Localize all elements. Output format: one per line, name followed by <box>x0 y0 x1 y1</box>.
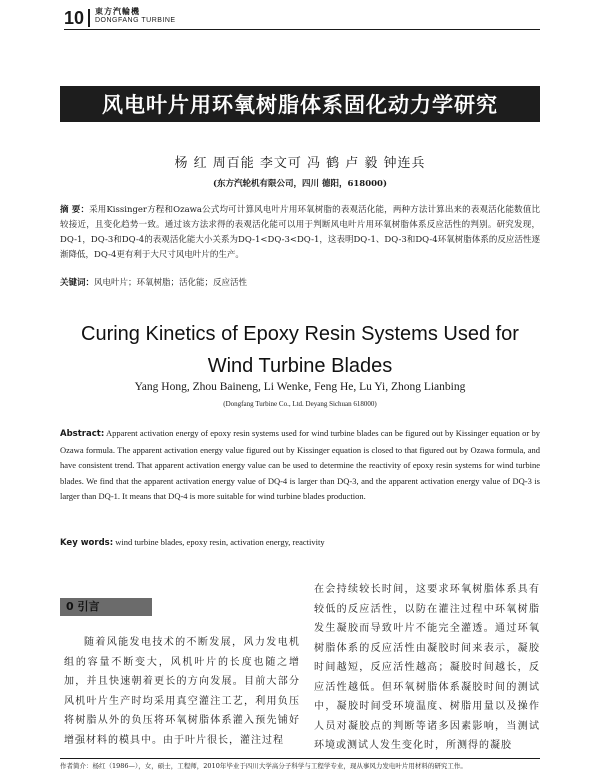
footnote-rule <box>60 758 540 759</box>
affiliation-en: (Dongfang Turbine Co., Ltd. Deyang Sichuan 618000) <box>223 400 377 408</box>
body-right-column: 在会持续较长时间，这要求环氧树脂体系具有较低的反应活性，以防在灌注过程中环氧树脂发生凝胶而导致叶片不能完全灌透。通过环氧树脂体系的反应活性由凝胶时间来表示，凝胶时间越短，反应活性越高；凝胶时间越长，反应活性越低。但环氧树脂体系凝胶时间的测试中，凝胶时间受环境温度、树脂用量以及操作人员对凝胶点的判断等诸多因素影响，当测试环境或测试人发生变化时，所测得的凝胶 <box>314 584 540 751</box>
keywords-en-label: Key words: <box>60 538 114 548</box>
authors-cn: 杨 红 周百能 李文可 冯 鹤 卢 毅 钟连兵 <box>174 156 426 171</box>
keywords-en <box>60 535 540 551</box>
keywords-cn-label: 关键词： <box>60 278 95 288</box>
page-number: 10 <box>64 8 85 28</box>
header-rule <box>64 29 540 30</box>
title-cn: 风电叶片用环氧树脂体系固化动力学研究 <box>60 86 540 122</box>
title-en: Curing Kinetics of Epoxy Resin Systems Used for Wind Turbine Blades <box>81 323 519 377</box>
author-footnote: 作者简介：杨红（1986—），女，硕士，工程师，2010年毕业于四川大学高分子科学与工程学专业，现从事风力发电叶片用材料的研究工作。 <box>60 762 467 770</box>
body-left-column: 随着风能发电技术的不断发展，风力发电机组的容量不断变大，风机叶片的长度也随之增加，并且快速朝着更长的方向发展。目前大部分风机叶片生产时均采用真空灌注工艺，利用负压将树脂从外的负压将环氧树脂体系灌入预先铺好增强材料的模具中。由于叶片很长，灌注过程 <box>64 637 300 746</box>
authors-en: Yang Hong, Zhou Baineng, Li Wenke, Feng He, Lu Yi, Zhong Lianbing <box>134 381 466 393</box>
keywords-en-text: wind turbine blades, epoxy resin, activation energy, reactivity <box>115 537 325 547</box>
affiliation-cn: (东方汽轮机有限公司，四川 德阳，618000) <box>213 179 387 189</box>
keywords-cn-text: 风电叶片；环氧树脂；活化能；反应活性 <box>94 278 248 288</box>
abstract-cn-label: 摘 要： <box>60 205 90 215</box>
section-heading-introduction: 0 引言 <box>60 598 152 616</box>
abstract-en <box>60 426 540 505</box>
journal-name-cn: 東方汽輪機 <box>95 6 140 16</box>
header-vertical-rule <box>88 9 90 27</box>
abstract-cn <box>60 203 540 263</box>
abstract-cn-text: 采用Kissinger方程和Ozawa公式均可计算风电叶片用环氧树脂的表观活化能，两种方法计算出来的表观活化能数值比较接近，且变化趋势一致。通过该方法求得的表观活化能可以用于判断风电叶片用环氧树脂体系反应活性的判别。研究发现，DQ-1，DQ-3和DQ-4的表观活化能大小关系为DQ-1<DQ-3<DQ-1，这表明DQ-1、DQ-3和DQ-4环氧树脂体系的反应活性逐渐降低，DQ-4更有利于大尺寸风电叶片的生产。 <box>60 205 540 260</box>
journal-name-en: DONGFANG TURBINE <box>95 17 176 24</box>
abstract-en-label: Abstract: <box>60 429 105 439</box>
keywords-cn <box>60 276 540 291</box>
abstract-en-text: Apparent activation energy of epoxy resin systems used for wind turbine blades can be figured out by Kissinger equation or by Ozawa formula. The apparent activation energy value figured out by Kissinger equation is closed to that figured out by Ozawa formula, and have consistent trend. That apparent activation energy value can be used to determine the reactivity of epoxy resin systems for wind turbine blades. We find that the apparent activation energy value of DQ-4 is larger than DQ-3, and the apparent activation energy value of DQ-3 is larger than DQ-1. It means that DQ-4 is more suitable for wind turbine blades production. <box>60 428 540 501</box>
